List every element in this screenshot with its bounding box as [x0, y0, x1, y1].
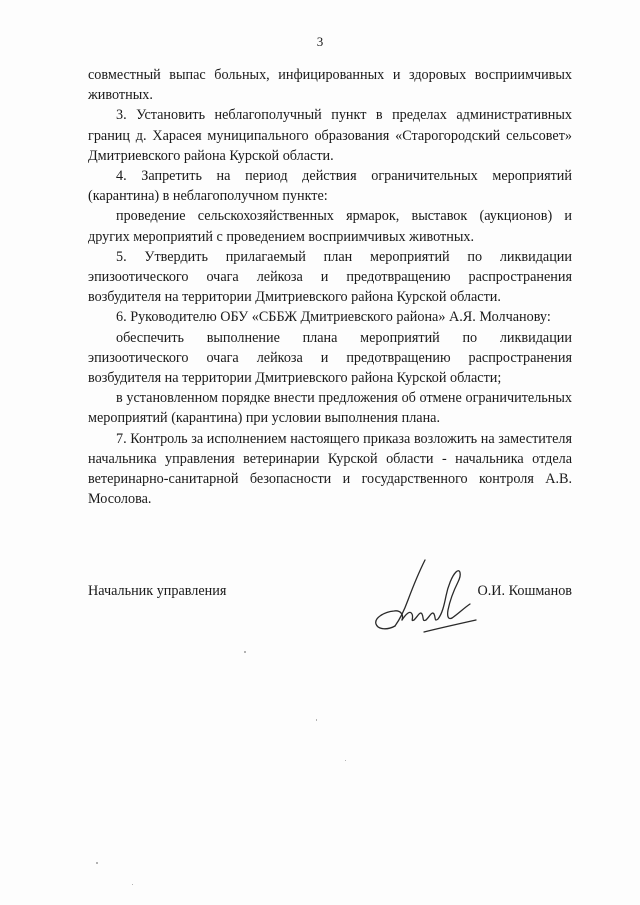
paragraph-item-6-duty-2: в установленном порядке внести предложения об отмене ограничительных мероприятий (карантина) при условии выполнения плана. [88, 390, 572, 427]
scan-speck [345, 760, 346, 761]
scan-speck [316, 719, 317, 721]
paragraph-item-4-detail: проведение сельскохозяйственных ярмарок, выставок (аукционов) и других мероприятий с проведением восприимчивых животных. [88, 208, 572, 245]
page-number: 3 [316, 34, 324, 49]
signatory-name: О.И. Кошманов [477, 583, 572, 599]
signature-block [88, 578, 572, 638]
signatory-position: Начальник управления [88, 583, 227, 599]
handwritten-signature [370, 556, 490, 638]
scan-speck [96, 862, 98, 864]
paragraph-item-6: 6. Руководителю ОБУ «СББЖ Дмитриевского района» А.Я. Молчанову: [116, 309, 551, 326]
scan-speck [132, 884, 133, 885]
paragraph-item-3: 3. Установить неблагополучный пункт в пределах административных границ д. Харасея муниципального образования «Старогородский сельсовет» Дмитриевского района Курской области. [88, 107, 572, 164]
paragraph-item-4: 4. Запретить на период действия ограничительных мероприятий (карантина) в неблагополучном пункте: [88, 168, 572, 205]
paragraph-item-6-duty-1: обеспечить выполнение плана мероприятий по ликвидации эпизоотического очага лейкоза и предотвращению распространения возбудителя на территории Дмитриевского района Курской области; [88, 329, 572, 387]
paragraph-item-7: 7. Контроль за исполнением настоящего приказа возложить на заместителя начальника управления ветеринарии Курской области - начальника отдела ветеринарно-санитарной безопасности и государственного контроля А.В. Мосолова. [88, 430, 572, 508]
paragraph-item-5: 5. Утвердить прилагаемый план мероприятий по ликвидации эпизоотического очага лейкоза и предотвращению распространения возбудителя на территории Дмитриевского района Курской области. [88, 248, 572, 306]
document-body [88, 65, 572, 509]
paragraph-continuation: совместный выпас больных, инфицированных и здоровых восприимчивых животных. [88, 67, 572, 104]
scan-speck [244, 651, 246, 653]
